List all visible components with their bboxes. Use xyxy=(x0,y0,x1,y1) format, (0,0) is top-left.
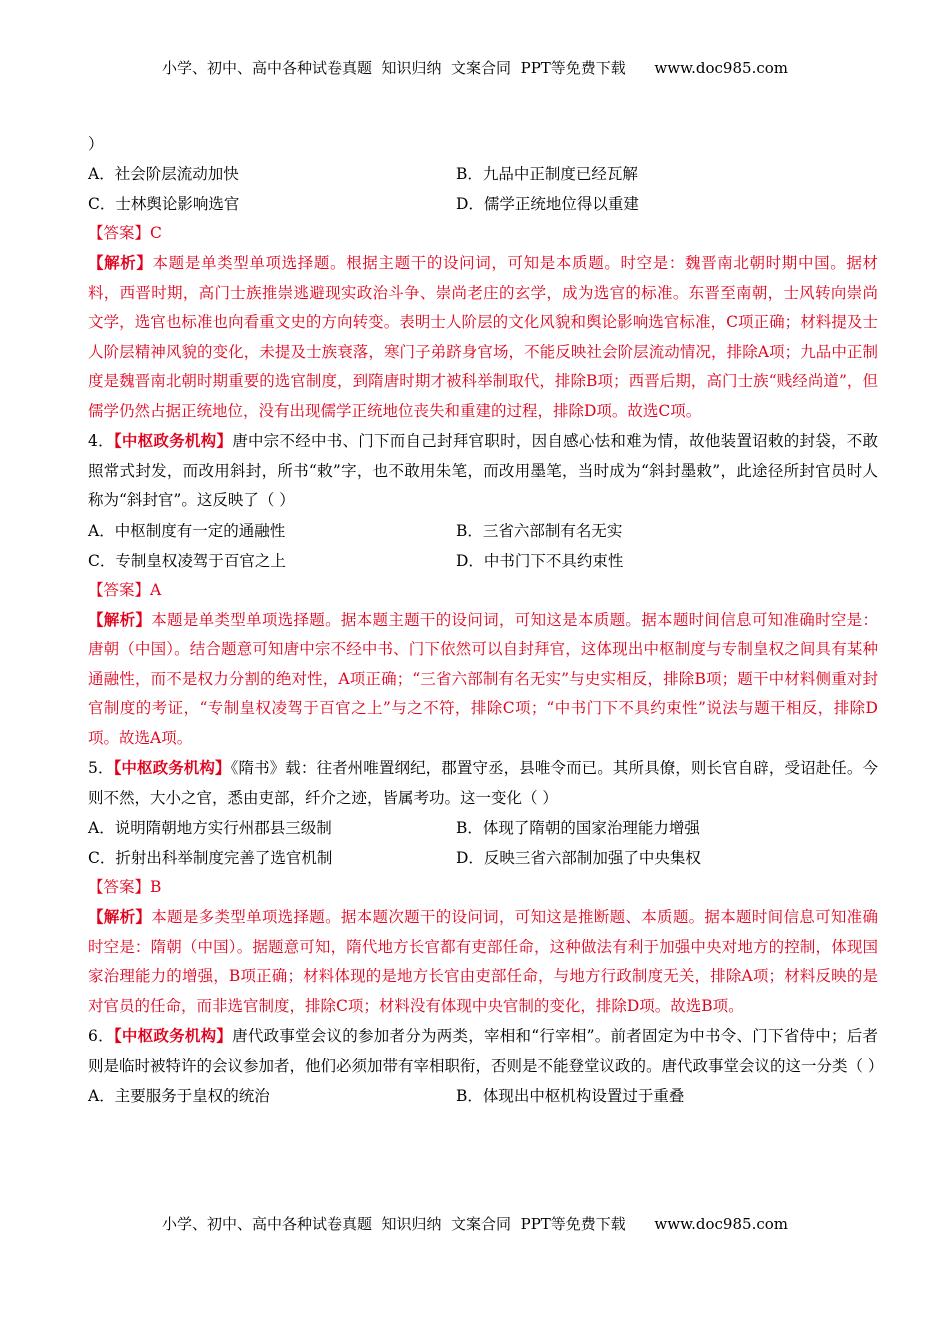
q5-option-b: B．体现了隋朝的国家治理能力增强 xyxy=(456,819,700,837)
q6-option-b: B．体现出中枢机构设置过于重叠 xyxy=(456,1087,685,1105)
q4-option-c: C．专制皇权凌驾于百官之上 xyxy=(88,551,286,570)
q5-stem xyxy=(88,753,878,813)
page-content xyxy=(88,130,884,1111)
q6-tag: 【中枢政务机构】 xyxy=(113,1026,233,1045)
q3-option-d: D．儒学正统地位得以重建 xyxy=(456,195,639,213)
q3-options xyxy=(88,159,878,219)
q4-analysis-text: 本题是单类型单项选择题。据本题主题干的设问词，可知这是本质题。据本题时间信息可知准确时空是：唐朝（中国）。结合题意可知唐中宗不经中书、门下依然可以自封拜官，这体现出中枢制度与专制皇权之间具有某种通融性，而不是权力分割的绝对性，A项正确；“三省六部制有名无实”与史实相反，排除B项；题干中材料侧重对封官制度的考证，“专制皇权凌驾于百官之上”与之不符，排除C项；“中书门下不具约束性”说法与题干相反，排除D项。故选A项。 xyxy=(88,610,878,747)
q6-options xyxy=(88,1081,878,1111)
q6-stem xyxy=(88,1021,884,1081)
q4-analysis xyxy=(88,605,878,754)
q6-number: 6． xyxy=(88,1027,114,1045)
q4-analysis-label: 【解析】 xyxy=(88,609,152,629)
q5-answer: 【答案】B xyxy=(88,878,162,896)
q5-analysis-text: 本题是多类型单项选择题。据本题次题干的设问词，可知这是推断题、本质题。据本题时间信息可知准确时空是：隋朝（中国）。据题意可知，隋代地方长官都有吏部任命，这种做法有利于加强中央对地方的控制，体现国家治理能力的增强，B项正确；材料体现的是地方长官由吏部任命，与地方行政制度无关，排除A项；材料反映的是对官员的任命，而非选官制度，排除C项；材料没有体现中央官制的变化，排除D项。故选B项。 xyxy=(88,908,878,1015)
q5-option-c: C．折射出科举制度完善了选官机制 xyxy=(88,849,333,867)
q4-option-d: D．中书门下不具约束性 xyxy=(456,551,624,570)
q5-option-d: D．反映三省六部制加强了中央集权 xyxy=(456,849,701,867)
q3-answer: 【答案】C xyxy=(88,224,162,242)
page-header: 小学、初中、高中各种试卷真题 知识归纳 文案合同 PPT等免费下载 www.doc985.com xyxy=(161,59,788,77)
q3-option-b: B．九品中正制度已经瓦解 xyxy=(456,165,638,183)
q3-stem-tail: ） xyxy=(88,135,104,153)
q4-number: 4． xyxy=(88,432,114,450)
q5-options xyxy=(88,813,878,873)
q5-option-a: A．说明隋朝地方实行州郡县三级制 xyxy=(88,819,332,837)
q4-answer: 【答案】A xyxy=(88,580,162,599)
q3-analysis-text: 本题是单类型单项选择题。根据主题干的设问词，可知是本质题。时空是：魏晋南北朝时期中国。据材料，西晋时期，高门士族推崇逃避现实政治斗争、崇尚老庄的玄学，成为选官的标准。东晋至南朝，士风转向崇尚文学，选官也标准也向看重文史的方向转变。表明士人阶层的文化风貌和舆论影响选官标准，C项正确；材料提及士人阶层精神风貌的变化，未提及士族衰落，寒门子弟跻身官场，不能反映社会阶层流动情况，排除A项；九品中正制度是魏晋南北朝时期重要的选官制度，到隋唐时期才被科举制取代，排除B项；西晋后期，高门士族“贱经尚道”，但儒学仍然占据正统地位，没有出现儒学正统地位丧失和重建的过程，排除D项。故选C项。 xyxy=(88,254,878,420)
q3-option-c: C．士林舆论影响选官 xyxy=(88,195,240,213)
q4-stem xyxy=(88,426,878,516)
q6-option-a: A．主要服务于皇权的统治 xyxy=(88,1087,270,1105)
q4-tag: 【中枢政务机构】 xyxy=(113,431,233,450)
q5-number: 5． xyxy=(88,759,114,777)
q5-tag: 【中枢政务机构】 xyxy=(113,758,231,777)
q4-option-b: B．三省六部制有名无实 xyxy=(456,521,623,540)
q6-stem-text: 唐代政事堂会议的参加者分为两类，宰相和“行宰相”。前者固定为中书令、门下省侍中；后者则是临时被特许的会议参加者，他们必须加带有宰相职衔，否则是不能登堂议政的。唐代政事堂会议的这一分类（ ） xyxy=(88,1027,884,1075)
page-footer: 小学、初中、高中各种试卷真题 知识归纳 文案合同 PPT等免费下载 www.doc985.com xyxy=(161,1215,788,1233)
q5-analysis xyxy=(88,902,878,1021)
q3-analysis xyxy=(88,248,878,426)
q5-analysis-label: 【解析】 xyxy=(88,907,152,926)
q4-stem-text: 唐中宗不经中书、门下而自己封拜官职时，因自感心怯和难为情，故他装置诏敕的封袋，不敢照常式封发，而改用斜封，所书“敕”字，也不敢用朱笔，而改用墨笔，当时成为“斜封墨敕”，此途径所封官员时人称为“斜封官”。这反映了（ ） xyxy=(88,432,878,509)
q4-options xyxy=(88,516,878,576)
q4-option-a: A．中枢制度有一定的通融性 xyxy=(88,521,286,540)
q5-stem-text: 《隋书》载：往者州唯置纲纪，郡置守丞，县唯令而已。其所具僚，则长官自辟，受诏赴任。今则不然，大小之官，悉由吏部，纤介之迹，皆属考功。这一变化（ ） xyxy=(88,759,878,807)
q3-option-a: A．社会阶层流动加快 xyxy=(88,165,239,183)
q3-analysis-label: 【解析】 xyxy=(88,253,153,272)
